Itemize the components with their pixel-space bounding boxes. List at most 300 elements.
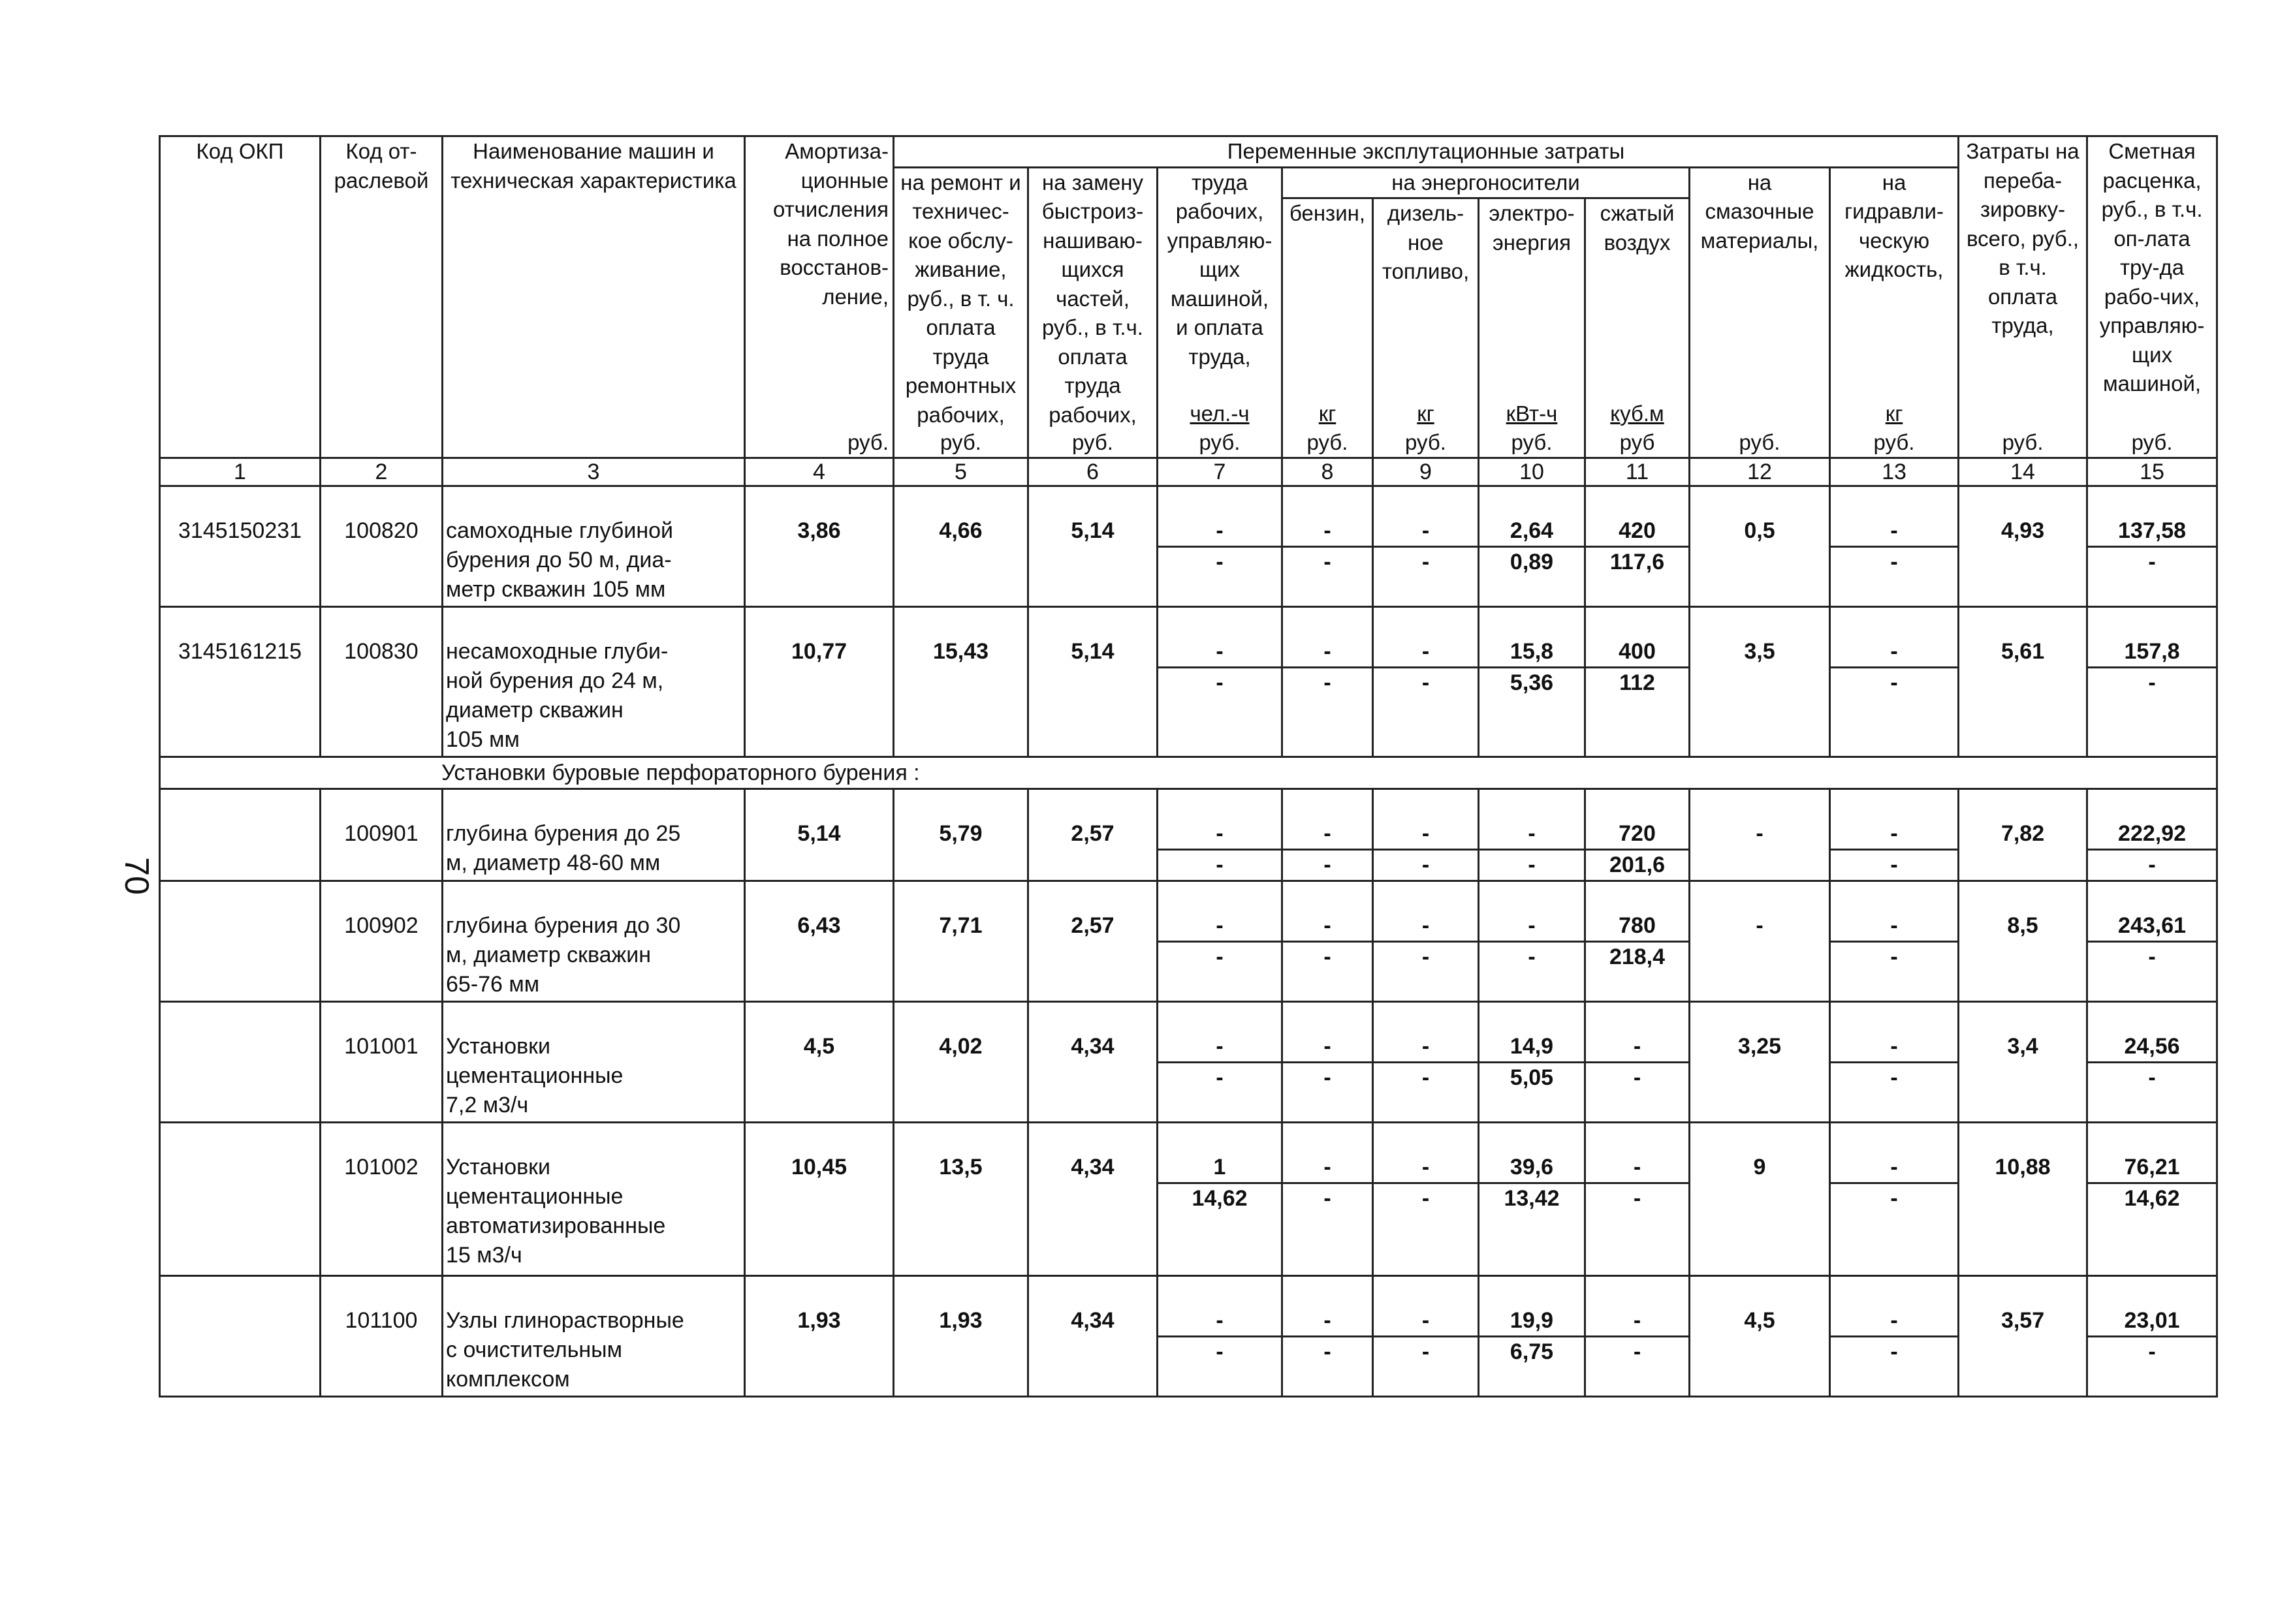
hydraulic-cost xyxy=(1830,486,1959,607)
compressed-air-cost-lower: 201,6 xyxy=(1609,852,1666,877)
diesel-cost xyxy=(1373,1002,1479,1123)
header-relocation xyxy=(1959,136,2087,458)
branch-code xyxy=(321,789,443,881)
header-repair xyxy=(894,167,1028,458)
table-row xyxy=(160,1002,2217,1123)
header-diesel xyxy=(1373,198,1479,458)
okp-code xyxy=(160,1276,321,1397)
header-relocation-unit: руб. xyxy=(2002,429,2044,454)
header-labor-unit-hours: чел.-ч xyxy=(1190,401,1250,426)
hydraulic-cost-upper: - xyxy=(1831,1306,1957,1337)
petrol-cost-lower: - xyxy=(1323,550,1331,574)
repair-cost-value: 5,79 xyxy=(939,821,983,846)
repair-cost xyxy=(894,1276,1028,1397)
branch-code-value: 101001 xyxy=(344,1034,419,1059)
labor-cost xyxy=(1158,789,1282,881)
hydraulic-cost-upper: - xyxy=(1831,637,1957,668)
branch-code-value: 100830 xyxy=(344,639,419,664)
machine-name-line: с очистительным xyxy=(446,1337,622,1362)
petrol-cost xyxy=(1282,607,1373,757)
header-parts xyxy=(1028,167,1158,458)
electricity-cost-upper: 2,64 xyxy=(1479,516,1584,548)
labor-cost-lower: - xyxy=(1216,945,1224,969)
hydraulic-cost xyxy=(1830,1002,1959,1123)
petrol-cost-upper: - xyxy=(1283,1153,1372,1184)
repair-cost xyxy=(894,1002,1028,1123)
diesel-cost-upper: - xyxy=(1374,516,1478,548)
parts-cost-value: 2,57 xyxy=(1071,821,1115,846)
machine-name-line: м, диаметр 48-60 мм xyxy=(446,851,661,875)
compressed-air-cost xyxy=(1585,881,1690,1002)
compressed-air-cost-lower: 112 xyxy=(1619,670,1655,695)
electricity-cost-lower: 5,36 xyxy=(1510,670,1554,695)
repair-cost-value: 7,71 xyxy=(939,913,983,938)
hydraulic-cost-upper: - xyxy=(1831,911,1957,943)
header-electricity-label: электро-энергия xyxy=(1489,201,1575,255)
header-amortization-label: Амортиза-ционные отчисления на полное восстанов-ление, xyxy=(772,139,889,309)
hydraulic-cost xyxy=(1830,1123,1959,1276)
branch-code-value: 100902 xyxy=(344,913,419,938)
labor-cost xyxy=(1158,1123,1282,1276)
header-diesel-label: дизель-ное топливо, xyxy=(1382,201,1470,283)
machine-name xyxy=(443,881,745,1002)
parts-cost xyxy=(1028,1123,1158,1276)
amortization xyxy=(745,1276,894,1397)
petrol-cost xyxy=(1282,486,1373,607)
electricity-cost-lower: 6,75 xyxy=(1510,1339,1554,1364)
branch-code xyxy=(321,1123,443,1276)
estimate-rate xyxy=(2087,607,2217,757)
estimate-rate xyxy=(2087,881,2217,1002)
estimate-rate xyxy=(2087,486,2217,607)
lubricants-cost xyxy=(1690,1276,1830,1397)
price-table-sheet xyxy=(159,135,2216,1398)
machine-name-line: глубина бурения до 30 xyxy=(446,913,681,938)
labor-cost-lower: 14,62 xyxy=(1192,1186,1248,1211)
petrol-cost xyxy=(1282,1276,1373,1397)
diesel-cost-upper: - xyxy=(1374,1153,1478,1184)
machine-name-line: метр скважин 105 мм xyxy=(446,577,666,602)
electricity-cost-upper: 39,6 xyxy=(1479,1153,1584,1184)
labor-cost xyxy=(1158,1276,1282,1397)
parts-cost-value: 2,57 xyxy=(1071,913,1115,938)
branch-code xyxy=(321,1276,443,1397)
header-electricity-unit-rub: руб. xyxy=(1511,429,1553,454)
diesel-cost-upper: - xyxy=(1374,637,1478,668)
petrol-cost-lower: - xyxy=(1323,1339,1331,1364)
estimate-rate-upper: 76,21 xyxy=(2088,1153,2216,1184)
okp-code xyxy=(160,789,321,881)
amortization-value: 4,5 xyxy=(803,1034,835,1059)
labor-cost xyxy=(1158,486,1282,607)
header-row-1 xyxy=(160,136,2217,168)
column-number: 15 xyxy=(2087,458,2217,486)
column-number-row xyxy=(160,458,2217,486)
estimate-rate-upper: 157,8 xyxy=(2088,637,2216,668)
header-electricity xyxy=(1479,198,1585,458)
amortization xyxy=(745,881,894,1002)
machine-name-line: м, диаметр скважин xyxy=(446,943,652,967)
header-variable-costs: Переменные эксплутационные затраты xyxy=(894,136,1959,168)
labor-cost-upper: - xyxy=(1158,1306,1281,1337)
header-compressed-air-unit-m3: куб.м xyxy=(1610,401,1664,426)
machine-name-lines xyxy=(446,911,741,999)
diesel-cost xyxy=(1373,881,1479,1002)
petrol-cost-lower: - xyxy=(1323,852,1331,877)
column-number: 6 xyxy=(1028,458,1158,486)
column-number: 13 xyxy=(1830,458,1959,486)
electricity-cost xyxy=(1479,486,1585,607)
labor-cost-upper: - xyxy=(1158,637,1281,668)
header-petrol-label: бензин, xyxy=(1289,201,1366,225)
header-hydraulic-label: на гидравли-ческую жидкость, xyxy=(1844,170,1944,281)
lubricants-cost xyxy=(1690,881,1830,1002)
amortization-value: 6,43 xyxy=(797,913,841,938)
petrol-cost-upper: - xyxy=(1283,819,1372,851)
branch-code-value: 100901 xyxy=(344,821,419,846)
header-petrol xyxy=(1282,198,1373,458)
table-row xyxy=(160,607,2217,757)
lubricants-cost-value: - xyxy=(1756,913,1763,938)
repair-cost xyxy=(894,486,1028,607)
machine-name-line: глубина бурения до 25 xyxy=(446,821,681,846)
petrol-cost-upper: - xyxy=(1283,1032,1372,1063)
column-number: 2 xyxy=(321,458,443,486)
amortization-value: 3,86 xyxy=(797,518,841,543)
repair-cost xyxy=(894,881,1028,1002)
hydraulic-cost xyxy=(1830,789,1959,881)
repair-cost xyxy=(894,607,1028,757)
table-row xyxy=(160,881,2217,1002)
estimate-rate xyxy=(2087,1002,2217,1123)
relocation-cost-value: 5,61 xyxy=(2000,639,2045,664)
column-number: 11 xyxy=(1585,458,1690,486)
machine-name-line: бурения до 50 м, диа- xyxy=(446,548,672,572)
column-number: 14 xyxy=(1959,458,2087,486)
petrol-cost-upper: - xyxy=(1283,637,1372,668)
petrol-cost xyxy=(1282,789,1373,881)
parts-cost-value: 4,34 xyxy=(1071,1308,1115,1333)
hydraulic-cost-upper: - xyxy=(1831,1032,1957,1063)
header-repair-label: на ремонт и техничес-кое обслу-живание, руб., в т. ч. оплата труда ремонтных рабочих, xyxy=(900,170,1021,427)
estimate-rate xyxy=(2087,789,2217,881)
machine-name xyxy=(443,1002,745,1123)
header-compressed-air-label: сжатый воздух xyxy=(1600,201,1675,255)
compressed-air-cost-upper: 720 xyxy=(1586,819,1688,851)
column-number: 8 xyxy=(1282,458,1373,486)
petrol-cost xyxy=(1282,1002,1373,1123)
diesel-cost xyxy=(1373,1276,1479,1397)
machine-name-lines xyxy=(446,1306,741,1394)
machine-name-line: цементационные xyxy=(446,1063,624,1088)
okp-code xyxy=(160,1123,321,1276)
diesel-cost-upper: - xyxy=(1374,819,1478,851)
lubricants-cost xyxy=(1690,607,1830,757)
header-diesel-unit-rub: руб. xyxy=(1405,429,1446,454)
table-row xyxy=(160,1123,2217,1276)
estimate-rate-lower: - xyxy=(2148,1065,2156,1090)
labor-cost-upper: - xyxy=(1158,516,1281,548)
header-branch-code: Код от-раслевой xyxy=(321,136,443,458)
machine-name xyxy=(443,607,745,757)
table-row xyxy=(160,789,2217,881)
column-number: 12 xyxy=(1690,458,1830,486)
estimate-rate-upper: 137,58 xyxy=(2088,516,2216,548)
labor-cost-lower: - xyxy=(1216,852,1224,877)
parts-cost xyxy=(1028,1002,1158,1123)
machine-name-line: самоходные глубиной xyxy=(446,518,674,543)
electricity-cost-lower: 0,89 xyxy=(1510,550,1554,574)
electricity-cost-lower: - xyxy=(1528,852,1536,877)
lubricants-cost-value: 9 xyxy=(1753,1155,1766,1179)
header-diesel-unit-kg: кг xyxy=(1417,401,1434,426)
hydraulic-cost-lower: - xyxy=(1890,1065,1898,1090)
amortization-value: 5,14 xyxy=(797,821,841,846)
okp-code xyxy=(160,1002,321,1123)
parts-cost xyxy=(1028,1276,1158,1397)
amortization-value: 10,45 xyxy=(791,1155,847,1179)
lubricants-cost-value: 4,5 xyxy=(1744,1308,1775,1333)
hydraulic-cost-lower: - xyxy=(1890,1339,1898,1364)
relocation-cost xyxy=(1959,486,2087,607)
header-relocation-label: Затраты на переба-зировку-всего, руб., в т.ч. оплата труда, xyxy=(1966,139,2080,337)
relocation-cost xyxy=(1959,1276,2087,1397)
labor-cost-lower: - xyxy=(1216,550,1224,574)
labor-cost-lower: - xyxy=(1216,1339,1224,1364)
column-number: 9 xyxy=(1373,458,1479,486)
estimate-rate-lower: - xyxy=(2148,1339,2156,1364)
electricity-cost xyxy=(1479,1002,1585,1123)
header-petrol-unit-kg: кг xyxy=(1318,401,1336,426)
table-row xyxy=(160,1276,2217,1397)
relocation-cost-value: 8,5 xyxy=(2007,913,2038,938)
amortization-value: 1,93 xyxy=(797,1308,841,1333)
header-compressed-air xyxy=(1585,198,1690,458)
electricity-cost-upper: - xyxy=(1479,911,1584,943)
lubricants-cost-value: - xyxy=(1756,821,1763,846)
diesel-cost-upper: - xyxy=(1374,1032,1478,1063)
header-estimate-rate-label: Сметная расценка, руб., в т.ч. оп-лата тру-да рабо-чих, управляю-щих машиной, xyxy=(2099,139,2205,396)
petrol-cost-lower: - xyxy=(1323,945,1331,969)
parts-cost-value: 4,34 xyxy=(1071,1034,1115,1059)
petrol-cost xyxy=(1282,881,1373,1002)
okp-code-value: 3145161215 xyxy=(178,639,302,664)
repair-cost-value: 4,02 xyxy=(939,1034,983,1059)
machine-name-lines xyxy=(446,1153,741,1270)
petrol-cost-upper: - xyxy=(1283,1306,1372,1337)
labor-cost xyxy=(1158,1002,1282,1123)
parts-cost xyxy=(1028,789,1158,881)
branch-code-value: 101002 xyxy=(344,1155,419,1179)
repair-cost xyxy=(894,789,1028,881)
compressed-air-cost-upper: 400 xyxy=(1586,637,1688,668)
estimate-rate-lower: - xyxy=(2148,852,2156,877)
header-petrol-unit-rub: руб. xyxy=(1306,429,1348,454)
branch-code xyxy=(321,1002,443,1123)
amortization-value: 10,77 xyxy=(791,639,847,664)
hydraulic-cost xyxy=(1830,881,1959,1002)
diesel-cost-lower: - xyxy=(1421,1065,1430,1090)
parts-cost xyxy=(1028,881,1158,1002)
branch-code xyxy=(321,881,443,1002)
electricity-cost xyxy=(1479,881,1585,1002)
compressed-air-cost xyxy=(1585,1276,1690,1397)
labor-cost-upper: - xyxy=(1158,1032,1281,1063)
labor-cost xyxy=(1158,607,1282,757)
okp-code xyxy=(160,881,321,1002)
repair-cost-value: 1,93 xyxy=(939,1308,983,1333)
hydraulic-cost-lower: - xyxy=(1890,670,1898,695)
relocation-cost xyxy=(1959,607,2087,757)
estimate-rate-lower: - xyxy=(2148,670,2156,695)
header-parts-unit: руб. xyxy=(1072,429,1113,454)
header-hydraulic-unit-kg: кг xyxy=(1885,401,1903,426)
column-number: 4 xyxy=(745,458,894,486)
repair-cost-value: 13,5 xyxy=(939,1155,983,1179)
header-machine-name: Наименование машин и техническая характеристика xyxy=(443,136,745,458)
machine-name-line: Установки xyxy=(446,1155,551,1179)
column-number: 5 xyxy=(894,458,1028,486)
electricity-cost xyxy=(1479,607,1585,757)
compressed-air-cost xyxy=(1585,1123,1690,1276)
estimate-rate xyxy=(2087,1123,2217,1276)
petrol-cost-lower: - xyxy=(1323,1065,1331,1090)
parts-cost-value: 5,14 xyxy=(1071,518,1115,543)
electricity-cost-upper: - xyxy=(1479,819,1584,851)
diesel-cost-lower: - xyxy=(1421,550,1430,574)
diesel-cost-lower: - xyxy=(1421,852,1430,877)
electricity-cost-lower: 5,05 xyxy=(1510,1065,1554,1090)
amortization xyxy=(745,486,894,607)
header-repair-unit: руб. xyxy=(940,429,981,454)
relocation-cost-value: 10,88 xyxy=(1995,1155,2051,1179)
relocation-cost-value: 3,57 xyxy=(2000,1308,2045,1333)
compressed-air-cost xyxy=(1585,1002,1690,1123)
compressed-air-cost-lower: - xyxy=(1633,1065,1641,1090)
section-title: Установки буровые перфораторного бурения : xyxy=(160,757,2217,789)
labor-cost-upper: - xyxy=(1158,819,1281,851)
machine-name-line: комплексом xyxy=(446,1367,570,1392)
okp-code-value: 3145150231 xyxy=(178,518,302,543)
page-number: 70 xyxy=(117,857,155,895)
diesel-cost-lower: - xyxy=(1421,670,1430,695)
header-energy: на энергоносители xyxy=(1282,167,1690,198)
machine-name-lines xyxy=(446,637,741,755)
machine-name-line: 7,2 м3/ч xyxy=(446,1093,529,1117)
amortization xyxy=(745,1123,894,1276)
header-compressed-air-unit-rub: руб xyxy=(1619,429,1655,454)
header-labor-unit-rub: руб. xyxy=(1199,429,1241,454)
branch-code xyxy=(321,486,443,607)
estimate-rate-upper: 23,01 xyxy=(2088,1306,2216,1337)
labor-cost-lower: - xyxy=(1216,1065,1224,1090)
petrol-cost xyxy=(1282,1123,1373,1276)
repair-cost-value: 15,43 xyxy=(932,639,989,664)
hydraulic-cost-lower: - xyxy=(1890,852,1898,877)
header-lubricants-unit: руб. xyxy=(1739,429,1780,454)
parts-cost-value: 4,34 xyxy=(1071,1155,1115,1179)
estimate-rate-upper: 222,92 xyxy=(2088,819,2216,851)
estimate-rate-upper: 243,61 xyxy=(2088,911,2216,943)
branch-code xyxy=(321,607,443,757)
compressed-air-cost xyxy=(1585,789,1690,881)
lubricants-cost-value: 3,5 xyxy=(1744,639,1775,664)
machine-name-lines xyxy=(446,819,741,878)
estimate-rate-upper: 24,56 xyxy=(2088,1032,2216,1063)
lubricants-cost xyxy=(1690,486,1830,607)
hydraulic-cost-lower: - xyxy=(1890,945,1898,969)
petrol-cost-lower: - xyxy=(1323,670,1331,695)
column-number: 7 xyxy=(1158,458,1282,486)
relocation-cost-value: 3,4 xyxy=(2007,1034,2038,1059)
electricity-cost xyxy=(1479,789,1585,881)
machine-name-line: 15 м3/ч xyxy=(446,1243,522,1268)
machine-name xyxy=(443,1123,745,1276)
petrol-cost-upper: - xyxy=(1283,911,1372,943)
machine-name xyxy=(443,789,745,881)
table-row xyxy=(160,486,2217,607)
amortization xyxy=(745,789,894,881)
lubricants-cost-value: 0,5 xyxy=(1744,518,1775,543)
header-labor xyxy=(1158,167,1282,458)
diesel-cost-upper: - xyxy=(1374,1306,1478,1337)
estimate-rate-lower: - xyxy=(2148,945,2156,969)
diesel-cost xyxy=(1373,789,1479,881)
compressed-air-cost-lower: - xyxy=(1633,1339,1641,1364)
machine-name-line: цементационные xyxy=(446,1184,624,1209)
machine-name-line: 65-76 мм xyxy=(446,972,540,997)
electricity-cost xyxy=(1479,1276,1585,1397)
machine-name-line: 105 мм xyxy=(446,727,520,752)
branch-code-value: 100820 xyxy=(344,518,419,543)
header-amortization-unit: руб. xyxy=(847,429,889,454)
labor-cost-upper: 1 xyxy=(1158,1153,1281,1184)
machine-cost-table xyxy=(159,135,2218,1398)
machine-name-line: Установки xyxy=(446,1034,551,1059)
header-lubricants-label: на смазочные материалы, xyxy=(1700,170,1819,253)
relocation-cost-value: 7,82 xyxy=(2000,821,2045,846)
machine-name-lines xyxy=(446,1032,741,1120)
labor-cost xyxy=(1158,881,1282,1002)
lubricants-cost-value: 3,25 xyxy=(1737,1034,1782,1059)
compressed-air-cost-upper: 780 xyxy=(1586,911,1688,943)
electricity-cost-upper: 19,9 xyxy=(1479,1306,1584,1337)
compressed-air-cost-lower: 117,6 xyxy=(1609,550,1665,574)
relocation-cost xyxy=(1959,881,2087,1002)
header-hydraulic-unit-rub: руб. xyxy=(1873,429,1915,454)
compressed-air-cost xyxy=(1585,486,1690,607)
repair-cost xyxy=(894,1123,1028,1276)
okp-code xyxy=(160,607,321,757)
parts-cost xyxy=(1028,607,1158,757)
header-okp: Код ОКП xyxy=(160,136,321,458)
header-estimate-rate-unit: руб. xyxy=(2131,429,2173,454)
relocation-cost xyxy=(1959,1123,2087,1276)
parts-cost-value: 5,14 xyxy=(1071,639,1115,664)
electricity-cost-lower: 13,42 xyxy=(1504,1186,1560,1211)
machine-name-line: несамоходные глуби- xyxy=(446,639,669,664)
header-estimate-rate xyxy=(2087,136,2217,458)
relocation-cost-value: 4,93 xyxy=(2000,518,2045,543)
compressed-air-cost-upper: - xyxy=(1586,1306,1688,1337)
relocation-cost xyxy=(1959,1002,2087,1123)
machine-name-line: автоматизированные xyxy=(446,1213,666,1238)
compressed-air-cost-lower: 218,4 xyxy=(1609,945,1666,969)
machine-name-line: ной бурения до 24 м, xyxy=(446,668,664,693)
electricity-cost-upper: 14,9 xyxy=(1479,1032,1584,1063)
header-electricity-unit-kwh: кВт-ч xyxy=(1506,401,1558,426)
electricity-cost xyxy=(1479,1123,1585,1276)
